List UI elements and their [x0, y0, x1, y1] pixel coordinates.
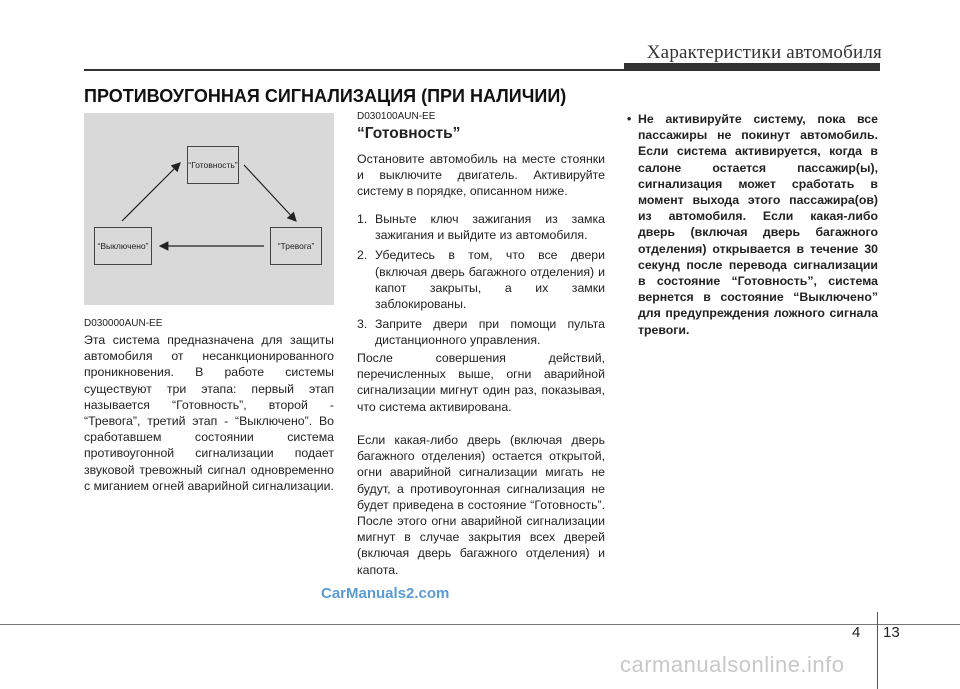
step-number: 2.	[357, 248, 368, 263]
header-title: Характеристики автомобиля	[646, 42, 882, 63]
watermark-logo: CarManuals2.com	[321, 585, 450, 602]
arrow-off-to-ready	[122, 163, 180, 221]
header-bar	[624, 63, 880, 71]
warning-note	[622, 111, 878, 338]
warning-text: Не активируйте систему, пока все пассажиры не покинут автомобиль. Если система активируется, когда в салоне остается пассажир(ы), сигнализация может сработать в момент выхода этого пассажира(ов) из автомобиля. Если какая-либо дверь (включая дверь багажного отделения) открывается в течение 30 секунд после перевода сигнализации в состояние “Готовность”, система вернется в состояние “Выключено” для предупреждения ложного сигнала тревоги.	[638, 112, 878, 337]
step-number: 3.	[357, 317, 368, 332]
list-item	[357, 247, 605, 312]
section-title: ПРОТИВОУГОННАЯ СИГНАЛИЗАЦИЯ (ПРИ НАЛИЧИИ)	[84, 86, 567, 106]
col1-paragraph: Эта система предназначена для защиты автомобиля от несанкционированного проникновения. В работе системы существуют три этапа: первый этап называется “Готовность”, второй - “Тревога”, третий этап - “Выключено”. Во сработавшем состоянии система противоугонной сигнализации подает звуковой тревожный сигнал одновременно с миганием огней аварийной сигнализации.	[84, 333, 334, 493]
list-item	[357, 316, 605, 348]
diagram-arrows	[84, 113, 334, 305]
col2-heading: “Готовность”	[357, 125, 461, 142]
header-rule	[84, 69, 624, 71]
footer-rule	[0, 624, 960, 625]
step-number: 1.	[357, 212, 368, 226]
state-off: “Выключено”	[94, 227, 152, 265]
steps-list	[357, 211, 605, 353]
state-diagram	[84, 113, 334, 305]
col2-intro: Остановите автомобиль на месте стоянки и выключите двигатель. Активируйте систему в порядке, описанном ниже.	[357, 152, 605, 199]
col2-paragraph-3: Если какая-либо дверь (включая дверь багажного отделения) остается открытой, огни аварийной сигнализации мигать не будут, а противоугонная сигнализация не будет приведена в состояние “Готовность”. После этого огни аварийной сигнализации мигнут в случае закрытия всех дверей (включая дверь багажного отделения) и капота.	[357, 433, 605, 577]
list-item	[357, 211, 605, 243]
state-alarm: “Тревога”	[270, 227, 322, 265]
chapter-number: 4	[852, 624, 861, 641]
step-text: Выньте ключ зажигания из замка зажигания и выйдите из автомобиля.	[375, 212, 605, 243]
state-ready: “Готовность”	[187, 146, 239, 184]
col2-paragraph-2: После совершения действий, перечисленных выше, огни аварийной сигнализации мигнут один раз, показывая, что система активирована.	[357, 351, 605, 414]
arrow-ready-to-alarm	[244, 165, 296, 221]
step-text: Заприте двери при помощи пульта дистанционного управления.	[375, 317, 605, 348]
site-watermark: carmanualsonline.info	[620, 652, 845, 677]
col1-code: D030000AUN-EE	[84, 318, 163, 329]
footer-separator	[877, 612, 878, 689]
bullet-icon: •	[627, 112, 632, 126]
step-text: Убедитесь в том, что все двери (включая дверь багажного отделения) и капот закрыты, а их замки заблокированы.	[375, 248, 605, 312]
page-number: 13	[883, 624, 900, 641]
col2-code: D030100AUN-EE	[357, 111, 436, 122]
